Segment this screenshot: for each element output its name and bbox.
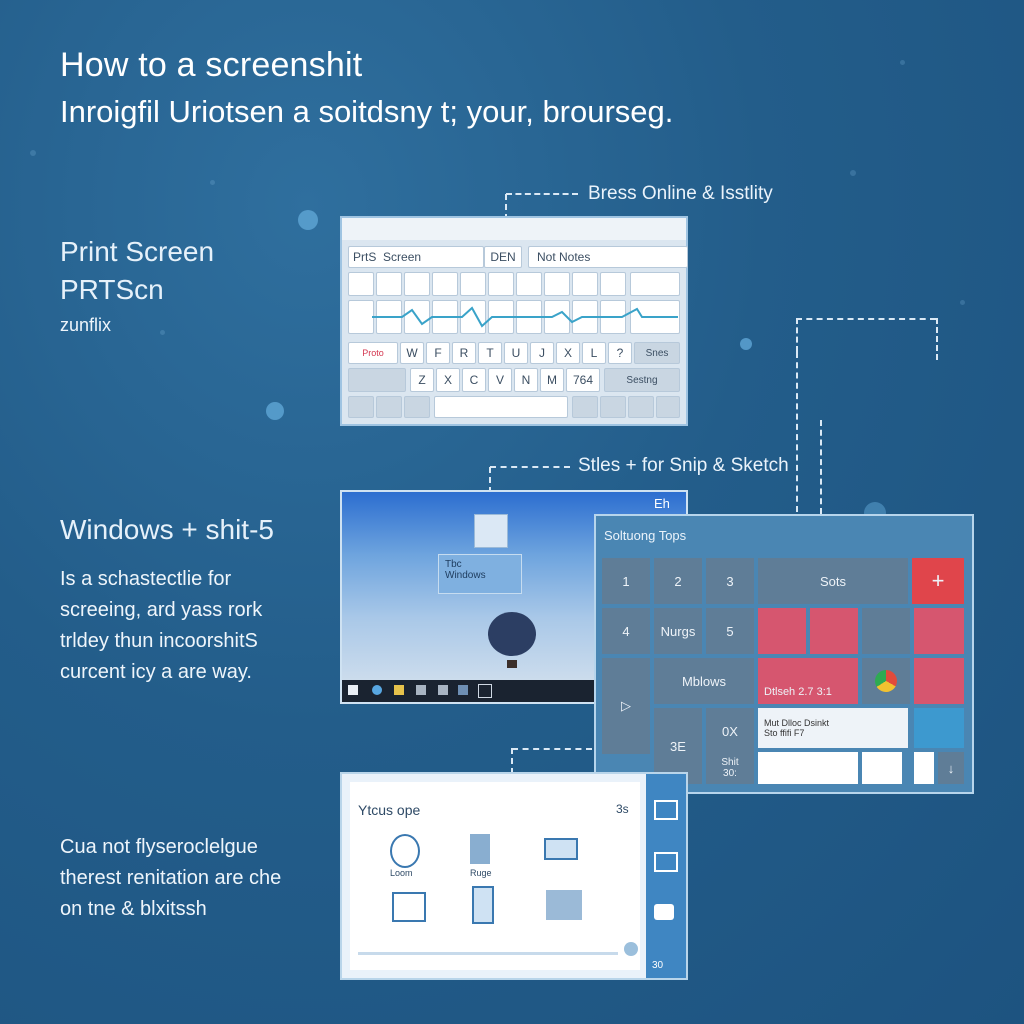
tile[interactable] [914, 608, 964, 654]
tiles-panel [594, 514, 974, 794]
connector-line [490, 466, 570, 468]
tile[interactable] [758, 752, 858, 784]
snip-canvas [350, 782, 640, 970]
key[interactable]: X [436, 368, 460, 392]
connector-line [796, 352, 798, 512]
key-label: Screen [383, 250, 422, 264]
corner-label: Eh [654, 496, 670, 511]
tile[interactable]: 3E [654, 708, 702, 784]
chrome-icon [875, 670, 897, 692]
body-line: curcent icy a are way. [60, 661, 252, 683]
key[interactable] [348, 300, 374, 334]
connector-line [796, 318, 936, 320]
key[interactable] [376, 396, 402, 418]
tool-icon[interactable] [470, 834, 490, 864]
app-icon[interactable] [474, 514, 508, 548]
key[interactable]: M [540, 368, 564, 392]
callout-text: Bress Online & Isstlity [588, 183, 773, 204]
key[interactable]: F [426, 342, 450, 364]
key[interactable] [544, 272, 570, 296]
key[interactable] [656, 396, 680, 418]
balloon-icon [480, 610, 544, 674]
key[interactable] [404, 396, 430, 418]
snip-panel [340, 772, 688, 980]
key[interactable] [628, 396, 654, 418]
key[interactable] [600, 272, 626, 296]
decor-dot [30, 150, 36, 156]
export-icon[interactable] [654, 852, 678, 872]
tile[interactable]: 0X [706, 708, 754, 754]
start-icon[interactable] [348, 685, 358, 695]
key[interactable]: T [478, 342, 502, 364]
tile[interactable]: Mblows [654, 658, 754, 704]
body-line: Cua not flyseroclelgue [60, 836, 258, 858]
page-subtitle: Inroigfil Uriotsen a soitdsny t; your, brourseg. [60, 94, 674, 129]
snip-title: Ytcus ope [358, 802, 421, 818]
play-tile[interactable]: ▷ [602, 658, 650, 754]
app-icon[interactable] [438, 685, 448, 695]
app-icon[interactable] [458, 685, 468, 695]
connector-line [506, 193, 578, 195]
tool-icon[interactable] [392, 892, 426, 922]
page-title: How to a screenshit [60, 46, 363, 84]
section-title: Windows + shit-5 [60, 514, 274, 545]
tile[interactable]: Dtlseh 2.7 3:1 [758, 658, 858, 704]
key[interactable]: DEN [484, 246, 522, 268]
body-line: Is a schastectlie for [60, 568, 232, 590]
section-body [60, 832, 281, 925]
tile[interactable]: Sots [758, 558, 908, 604]
key[interactable] [488, 272, 514, 296]
settings-icon[interactable] [654, 904, 674, 920]
connector-line [796, 318, 798, 352]
tile[interactable] [914, 708, 964, 748]
snip-corner: 3s [616, 802, 629, 816]
tool-icon[interactable] [472, 886, 494, 924]
tile[interactable]: 4 [602, 608, 650, 654]
tile[interactable] [706, 752, 754, 784]
body-line: therest renitation are che [60, 867, 282, 889]
key[interactable]: Not Notes [528, 246, 688, 268]
tile-line: 30: [723, 768, 737, 779]
tile[interactable] [810, 608, 858, 654]
chrome-tile[interactable] [862, 658, 910, 704]
key[interactable] [348, 272, 374, 296]
tile[interactable] [758, 608, 806, 654]
folder-icon[interactable] [394, 685, 404, 695]
popup-line: Windows [445, 570, 486, 581]
notif-line: Sto ffifi F7 [764, 728, 805, 738]
calendar-tile[interactable] [862, 608, 910, 654]
key[interactable]: J [530, 342, 554, 364]
tile[interactable]: Nurgs [654, 608, 702, 654]
window-icon[interactable] [654, 800, 678, 820]
app-icon[interactable] [416, 685, 426, 695]
key[interactable]: X [556, 342, 580, 364]
tool-icon[interactable] [546, 890, 582, 920]
tool-label: Ruge [470, 868, 492, 878]
decor-dot [850, 170, 856, 176]
tile[interactable]: 2 [654, 558, 702, 604]
section-note: zunflix [60, 315, 112, 335]
progress-track[interactable] [358, 952, 618, 955]
key[interactable] [600, 396, 626, 418]
decor-dot [210, 180, 215, 185]
body-line: on tne & blxitssh [60, 898, 207, 920]
tile[interactable] [862, 752, 902, 784]
key[interactable] [630, 272, 680, 296]
body-line: trldey thun incoorshitS [60, 630, 258, 652]
key[interactable]: C [462, 368, 486, 392]
tile[interactable] [914, 752, 934, 784]
connector-line [511, 748, 513, 774]
tool-icon[interactable] [544, 838, 578, 860]
key[interactable]: Proto [348, 342, 398, 364]
key[interactable]: Sestng [604, 368, 680, 392]
key[interactable]: N [514, 368, 538, 392]
tile[interactable]: 5 [706, 608, 754, 654]
key[interactable] [348, 368, 406, 392]
tile[interactable] [914, 658, 964, 704]
decor-dot [960, 300, 965, 305]
callout-text: Stles + for Snip & Sketch [578, 455, 789, 476]
body-line: screeing, ard yass rork [60, 599, 263, 621]
snip-sidebar [646, 774, 686, 978]
tile[interactable]: 1 [602, 558, 650, 604]
key[interactable]: ? [608, 342, 632, 364]
popup-line: Tbc [445, 559, 462, 570]
edge-icon[interactable] [372, 685, 382, 695]
decor-dot [740, 338, 752, 350]
key[interactable] [460, 272, 486, 296]
key[interactable]: Z [410, 368, 434, 392]
key[interactable]: W [400, 342, 424, 364]
section-body [60, 564, 262, 688]
footer-label: 30 [652, 960, 664, 971]
key[interactable] [572, 396, 598, 418]
key[interactable] [432, 272, 458, 296]
spacebar-key[interactable] [434, 396, 568, 418]
connector-line [936, 318, 938, 360]
snip-icon[interactable] [478, 684, 492, 698]
popup-menu[interactable] [438, 554, 522, 594]
keyboard-titlebar [342, 218, 686, 240]
download-tile[interactable]: ↓ [938, 752, 964, 784]
tile[interactable]: 3 [706, 558, 754, 604]
section-subtitle: PRTScn [60, 274, 164, 305]
key[interactable]: U [504, 342, 528, 364]
key[interactable] [572, 272, 598, 296]
key[interactable] [348, 396, 374, 418]
key[interactable]: V [488, 368, 512, 392]
connector-line [512, 748, 592, 750]
decor-dot [160, 330, 165, 335]
section-title: Print Screen [60, 236, 215, 267]
key-label: PrtS [353, 250, 377, 264]
waveform-overlay [372, 304, 678, 330]
key[interactable] [516, 272, 542, 296]
decor-dot [298, 210, 318, 230]
tiles-title: Soltuong Tops [604, 528, 687, 543]
notif-line: Mut Dlloc Dsinkt [764, 718, 830, 728]
add-tile[interactable]: + [912, 558, 964, 604]
key[interactable]: 764 [566, 368, 600, 392]
connector-line [820, 420, 822, 514]
keyboard-panel [340, 216, 688, 426]
key[interactable]: Snes [634, 342, 680, 364]
key[interactable]: L [582, 342, 606, 364]
tool-icon[interactable] [390, 834, 420, 868]
notification-tile[interactable] [758, 708, 908, 748]
decor-dot [900, 60, 905, 65]
slider-handle[interactable] [624, 942, 638, 956]
key[interactable] [376, 272, 402, 296]
tile-line: Shit [721, 757, 739, 768]
key[interactable] [348, 246, 484, 268]
key[interactable] [404, 272, 430, 296]
decor-dot [266, 402, 284, 420]
key[interactable]: R [452, 342, 476, 364]
tool-label: Loom [390, 868, 413, 878]
